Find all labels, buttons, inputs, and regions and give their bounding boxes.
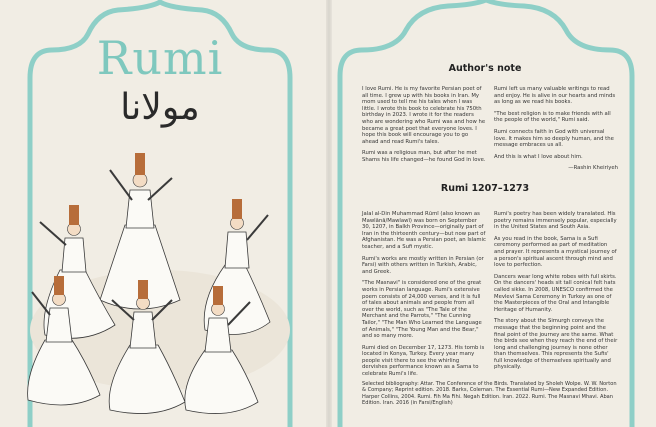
bio-paragraph: Rumi's poetry has been widely translated. His poetry remains immensely popular, especially in the United States and South Asia. (494, 211, 617, 231)
bio-right-column (494, 211, 618, 376)
authors-note-paragraph: Rumi left us many valuable writings to read and enjoy. He is alive in our hearts and minds as long as we read his books. (494, 86, 616, 106)
authors-note-paragraph: "The best religion is to make friends with all the people of the world," Rumi said. (494, 110, 611, 124)
dervishes-illustration (28, 153, 290, 414)
book-title: Rumi (96, 31, 224, 85)
authors-note-paragraph: I love Rumi. He is my favorite Persian poet of all time. I grew up with his books in Iran. My mom used to tell me his tales when I was little. I wrote this book to celebrate his 750th birthday in 2023. I wrote it for the readers who are wondering who Rumi was and how he became a great poet that everyone loves. I hope this book will encourage you to go ahead and read Rumi's tales. (362, 86, 486, 145)
authors-note-heading: Author's note (448, 63, 522, 74)
bio-paragraph: Jalal al-Din Muhammad Rūmī (also known as Mawlānā/Mawlawī) was born on September 30, 1207, in Balkh Province—originally part of Iran in the thirteenth century—but now part of Afghanistan. He was a Persian poet, an Islamic teacher, and a Sufi mystic. (362, 211, 486, 250)
book-gutter (326, 0, 332, 427)
bio-paragraph: Dancers wear long white robes with full skirts. On the dancers' heads sit tall conical felt hats called sikke. In 2008, UNESCO confirmed the Mevlevi Sama Ceremony in Turkey as one of the Masterpieces of the Oral and Intangible Heritage of Humanity. (494, 273, 617, 313)
selected-bibliography: Selected bibliography: Attar. The Conference of the Birds. Translated by Sholeh Wolpe. W. W. Norton & Company; Reprint edition. 2018. Barks, Coleman. The Essential Rumi—New Expanded Edition. Harper Collins, 2004. Rumi. Fih Ma Fihi. Negah Edition. Iran. 2022. Rumi. The Masnavi Mhavi. Aban Edition. Iran. 2016 (in Farsi/English) (362, 381, 617, 407)
authors-note-paragraph: Rumi was a religious man, but after he met Shams his life changed—he found God in love. (362, 150, 486, 163)
arabic-calligraphy-title: مولانا (120, 87, 200, 128)
bio-paragraph: Rumi's works are mostly written in Persian (or Farsi) with others written in Turkish, Arabic, and Greek. (362, 255, 484, 275)
bio-paragraph: As you read in the book, Sama is a Sufi ceremony performed as part of meditation and prayer. It represents a mystical journey of a person's spiritual ascent through mind and love to perfection. (494, 235, 617, 269)
bio-paragraph: "The Masnavi" is considered one of the great works in Persian language. Rumi's extensive poem consists of 24,000 verses, and it is full of tales about animals and people from all over the world, such as "The Tale of the Merchant and the Parrots," "The Cunning Tailor," "The Man Who Learned the Language of Animals," "The Young Man and the Bear," and so many more. (362, 280, 482, 340)
authors-signature: —Rashin Kheiriyeh (568, 165, 618, 172)
bio-heading: Rumi 1207–1273 (440, 183, 530, 194)
authors-note-paragraph: And this is what I love about him. (494, 153, 583, 160)
authors-note-right-column (494, 86, 618, 177)
bio-paragraph: The story about the Simurgh conveys the message that the beginning point and the final point of the journey are the same. What the birds see when they reach the end of their long and challenging journey is none other than themselves. This represents the Sufis' full knowledge of themselves spiritually and physically. (494, 318, 618, 371)
authors-note-left-column (362, 86, 486, 169)
bio-paragraph: Rumi died on December 17, 1273. His tomb is located in Konya, Turkey. Every year many people visit there to see the whirling dervishes performance known as a Sama to celebrate Rumi's life. (362, 344, 485, 378)
bio-left-column (362, 211, 486, 383)
authors-note-paragraph: Rumi connects faith in God with universal love. It makes him so deeply human, and the message embraces us all. (494, 128, 614, 149)
